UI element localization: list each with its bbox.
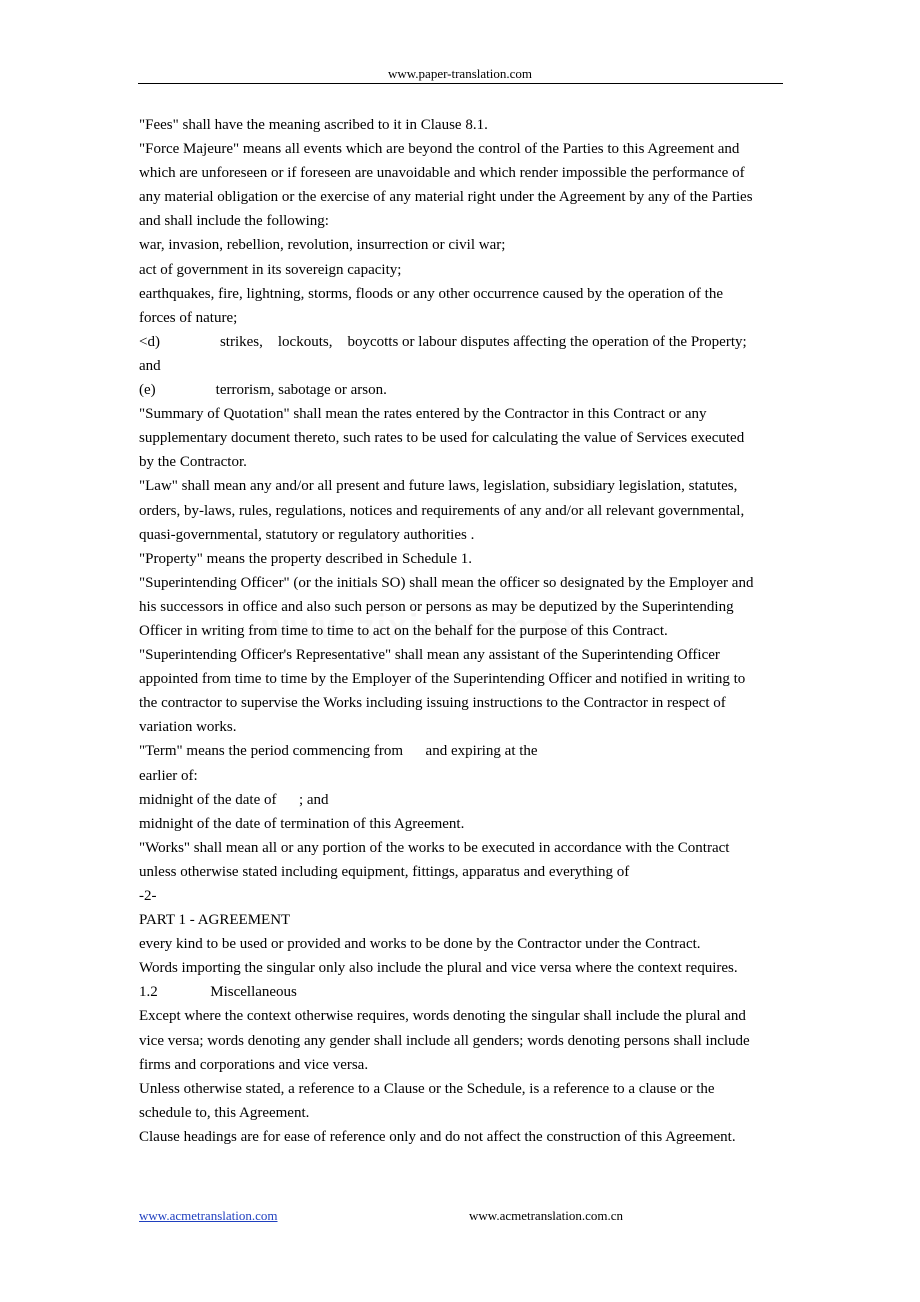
text-line: Officer in writing from time to time to act on the behalf for the purpose of this Contract. <box>139 622 668 639</box>
clause-heading: 1.2 Miscellaneous <box>139 984 297 1001</box>
page-number: -2- <box>139 888 157 904</box>
text-line: orders, by-laws, rules, regulations, notices and requirements of any and/or all relevant governmental, <box>139 502 745 519</box>
text-line: his successors in office and also such person or persons as may be deputized by the Superintending <box>139 598 734 615</box>
text-line: (e) terrorism, sabotage or arson. <box>139 382 387 399</box>
document-body <box>139 113 784 1149</box>
text-line: by the Contractor. <box>139 454 247 471</box>
text-line: any material obligation or the exercise of any material right under the Agreement by any of the Parties <box>139 189 753 206</box>
text-line: the contractor to supervise the Works including issuing instructions to the Contractor in respect of <box>139 695 726 712</box>
text-line: which are unforeseen or if foreseen are unavoidable and which render impossible the performance of <box>139 165 745 182</box>
text-line: firms and corporations and vice versa. <box>139 1056 369 1073</box>
text-line: schedule to, this Agreement. <box>139 1104 310 1121</box>
text-line: and <box>139 357 161 374</box>
text-line: "Term" means the period commencing from and expiring at the <box>139 743 538 760</box>
text-line: Except where the context otherwise requires, words denoting the singular shall include the plural and <box>139 1008 746 1025</box>
text-line: "Fees" shall have the meaning ascribed to it in Clause 8.1. <box>139 117 488 133</box>
text-line: "Summary of Quotation" shall mean the rates entered by the Contractor in this Contract or any <box>139 406 707 423</box>
footer-text: www.acmetranslation.com.cn <box>469 1208 624 1223</box>
text-line: act of government in its sovereign capacity; <box>139 261 402 278</box>
text-line: Clause headings are for ease of reference only and do not affect the construction of this Agreement. <box>139 1128 736 1145</box>
text-line: quasi-governmental, statutory or regulatory authorities . <box>139 526 475 543</box>
text-line: and shall include the following: <box>139 213 329 230</box>
text-line: earlier of: <box>139 767 198 784</box>
header-divider <box>138 83 783 84</box>
text-line: forces of nature; <box>139 309 238 326</box>
text-line: "Force Majeure" means all events which are beyond the control of the Parties to this Agreement and <box>139 141 740 158</box>
text-line: midnight of the date of termination of this Agreement. <box>139 815 465 832</box>
page-header-url: www.paper-translation.com <box>387 66 532 81</box>
text-line: unless otherwise stated including equipment, fittings, apparatus and everything of <box>139 863 630 880</box>
text-line: war, invasion, rebellion, revolution, insurrection or civil war; <box>139 237 506 254</box>
text-line: "Works" shall mean all or any portion of the works to be executed in accordance with the Contract <box>139 839 730 856</box>
text-line: "Superintending Officer" (or the initials SO) shall mean the officer so designated by the Employer and <box>139 574 754 591</box>
text-line: variation works. <box>139 719 237 736</box>
text-line: vice versa; words denoting any gender shall include all genders; words denoting persons shall include <box>139 1032 750 1049</box>
text-line: <d) strikes, lockouts, boycotts or labour disputes affecting the operation of the Property; <box>139 333 747 350</box>
section-heading: PART 1 - AGREEMENT <box>139 912 291 929</box>
text-line: Unless otherwise stated, a reference to a Clause or the Schedule, is a reference to a clause or the <box>139 1080 715 1097</box>
text-line: midnight of the date of ; and <box>139 791 329 808</box>
text-line: "Superintending Officer's Representative" shall mean any assistant of the Superintending Officer <box>139 647 720 664</box>
text-line: every kind to be used or provided and works to be done by the Contractor under the Contract. <box>139 936 701 953</box>
text-line: appointed from time to time by the Employer of the Superintending Officer and notified in writing to <box>139 671 746 688</box>
text-line: Words importing the singular only also include the plural and vice versa where the context requires. <box>139 960 738 977</box>
text-line: "Property" means the property described in Schedule 1. <box>139 550 472 567</box>
text-line: "Law" shall mean any and/or all present and future laws, legislation, subsidiary legislation, statutes, <box>139 478 738 495</box>
text-line: earthquakes, fire, lightning, storms, floods or any other occurrence caused by the operation of the <box>139 285 723 302</box>
text-line: supplementary document thereto, such rates to be used for calculating the value of Services executed <box>139 430 745 447</box>
footer-link[interactable]: www.acmetranslation.com <box>139 1208 278 1223</box>
